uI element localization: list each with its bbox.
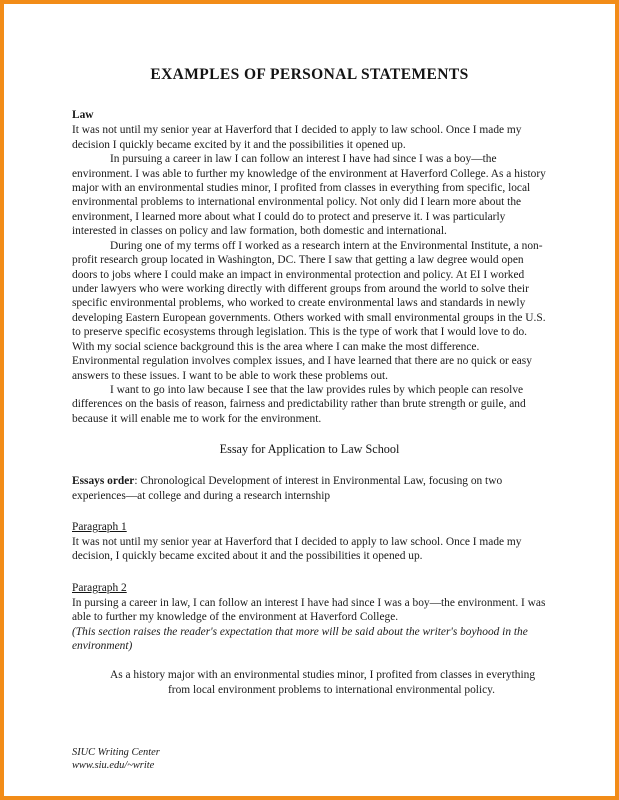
essays-order-label: Essays order (72, 475, 135, 488)
footer-organization: SIUC Writing Center (72, 746, 160, 758)
essays-order-separator: : (134, 475, 141, 488)
footer (72, 746, 160, 772)
paragraph-block-1 (72, 517, 547, 564)
statement-paragraph-1: It was not until my senior year at Haverford that I decided to apply to law school. Once I made my decision I quickly became excited by it and the possibilities it opened up. (72, 124, 522, 151)
paragraph-2-text: In pursing a career in law, I can follow an interest I have had since I was a boy—the environment. I was able to further my knowledge of the environment at Haverford College. (72, 596, 546, 624)
essay-application-heading: Essay for Application to Law School (219, 442, 400, 457)
indented-blockquote: As a history major with an environmental studies minor, I profited from classes in everything from local environment problems to international environmental policy. (110, 668, 536, 696)
paragraph-2-editor-note: (This section raises the reader's expectation that more will be said about the writer's boyhood in the environment) (72, 625, 528, 653)
essays-order-text: Chronological Development of interest in Environmental Law, focusing on two experiences—at college and during a research internship (72, 475, 503, 502)
page-title: EXAMPLES OF PERSONAL STATEMENTS (150, 66, 469, 83)
essays-order-line (72, 474, 547, 503)
section-label-law: Law (72, 109, 94, 121)
paragraph-1-heading: Paragraph 1 (72, 521, 127, 534)
statement-paragraph-2: In pursuing a career in law I can follow an interest I have had since I was a boy—the environment. I was able to further my knowledge of the environment at Haverford College. As a history major with an environmental studies minor, I profited from classes in everything from specific, local environmental problems to international environmental policy. Not only did I learn more about the environment, I learned more about what I could do to protect and preserve it. I was particularly interested in classes on policy and law formation, both domestic and international. (72, 153, 546, 238)
statement-paragraph-3: During one of my terms off I worked as a research intern at the Environmental Institute, a non-profit research group located in Washington, DC. There I saw that getting a law degree would open doors to jobs where I could make an impact in environmental protection and policy. At EI I worked under lawyers who were working directly with different groups from around the world to solve their specific environmental problems, who worked to create environmental laws and standards in newly developing Eastern European governments. Others worked with small environmental groups in the U.S. to preserve specific ecosystems through legislation. This is the type of work that I would love to do. With my social science background this is the area where I can make the most difference. Environmental regulation involves complex issues, and I have learned that there are no quick or easy answers to these issues. I want to be able to work these problems out. (72, 239, 546, 382)
footer-url: www.siu.edu/~write (72, 759, 155, 771)
statement-paragraph-4: I want to go into law because I see that the law provides rules by which people can resolve differences on the basis of reason, fairness and predictability rather than brute strength or guile, and because it will enable me to work for the environment. (72, 383, 526, 425)
document-sheet (4, 4, 615, 796)
paragraph-1-text: It was not until my senior year at Haverford that I decided to apply to law school. Once I made my decision, I quickly became excited about it and the possibilities it opened up. (72, 536, 522, 563)
paragraph-2-heading: Paragraph 2 (72, 581, 127, 594)
paragraph-block-2 (72, 578, 547, 654)
